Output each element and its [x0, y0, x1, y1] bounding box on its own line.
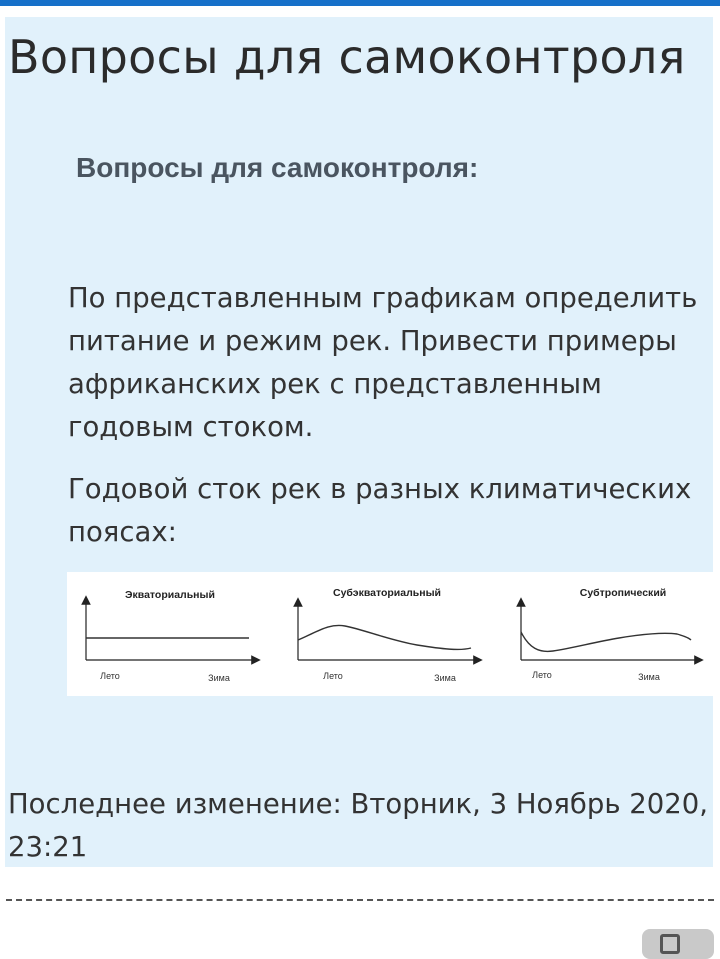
graph-equatorial	[86, 589, 256, 683]
x-label-start: Лето	[323, 671, 343, 681]
window-icon	[660, 934, 680, 954]
x-label-end: Зима	[434, 673, 456, 683]
flow-curve	[298, 625, 471, 649]
graphs-svg	[67, 572, 713, 696]
x-label-end: Зима	[208, 673, 230, 683]
intro-paragraph: Годовой сток рек в разных климатических поясах:	[68, 473, 692, 548]
graph-subtropical	[521, 587, 699, 682]
graph-subequatorial	[298, 587, 478, 683]
task-paragraph: По представленным графикам определить питание и режим рек. Привести примеры африканских рек с представленным годовым стоком.	[68, 282, 698, 443]
x-label-end: Зима	[638, 672, 660, 682]
page-title: Вопросы для самоконтроля	[8, 30, 686, 84]
graph-title: Субэкваториальный	[333, 587, 441, 599]
graph-title: Экваториальный	[125, 589, 215, 601]
x-label-start: Лето	[100, 671, 120, 681]
window-button[interactable]	[642, 929, 714, 959]
section-heading: Вопросы для самоконтроля:	[76, 152, 479, 183]
river-flow-graphs-image	[67, 572, 713, 696]
dashed-divider	[6, 899, 714, 901]
flow-curve	[521, 632, 691, 651]
graph-title: Субтропический	[579, 587, 667, 599]
top-accent-bar	[0, 0, 720, 6]
x-label-start: Лето	[532, 670, 552, 680]
last-modified-text: Последнее изменение: Вторник, 3 Ноябрь 2020, 23:21	[8, 788, 709, 863]
